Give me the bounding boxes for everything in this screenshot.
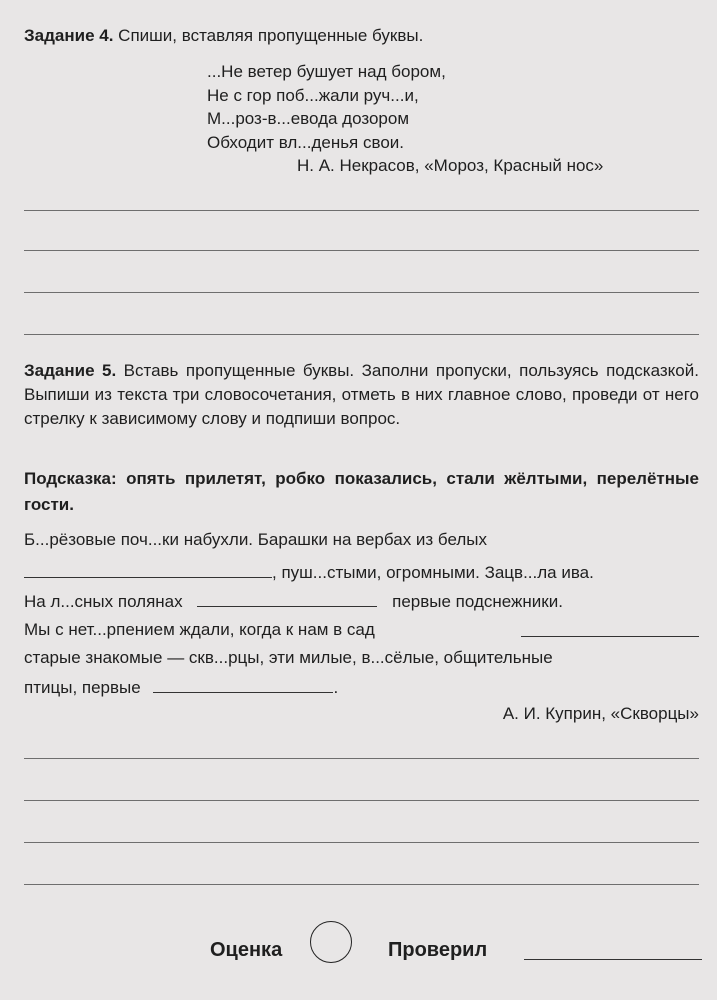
- writing-line[interactable]: [24, 250, 699, 251]
- poem-author: Н. А. Некрасов, «Мороз, Красный нос»: [297, 156, 604, 175]
- task-4-title: Задание 4.: [24, 26, 114, 45]
- writing-line[interactable]: [24, 292, 699, 293]
- text-line-1-content: Б...рёзовые поч...ки набухли. Барашки на вербах из белых: [24, 530, 488, 549]
- task-4-header: [24, 24, 699, 48]
- text-line-4: [24, 618, 699, 642]
- hint-block: [24, 466, 699, 518]
- task-5-title: Задание 5.: [24, 361, 117, 380]
- hint-label: Подсказка:: [24, 469, 117, 488]
- task-5-header: [24, 359, 699, 431]
- grading-footer: [0, 927, 717, 977]
- task-4-instruction: Спиши, вставляя пропущенные буквы.: [118, 26, 424, 45]
- fill-blank[interactable]: [24, 563, 272, 578]
- text-line-6: [24, 676, 699, 700]
- poem-line: Не с гор поб...жали руч...и,: [207, 85, 419, 105]
- text-line-3: [24, 590, 699, 614]
- text-line-5: [24, 646, 699, 670]
- poem-line: М...роз-в...евода дозором: [207, 109, 410, 128]
- text-line-2: [24, 561, 699, 585]
- text-line-5-content: старые знакомые — скв...рцы, эти милые, в...сёлые, общительные: [24, 648, 553, 667]
- text-line-1: [24, 528, 699, 552]
- writing-line[interactable]: [24, 800, 699, 801]
- text-line-2-content: , пуш...стыми, огромными. Зацв...ла ива.: [272, 563, 594, 582]
- writing-line[interactable]: [24, 758, 699, 759]
- text-line-4-content: Мы с нет...рпением ждали, когда к нам в сад: [24, 620, 375, 639]
- text-line-3-after: первые подснежники.: [392, 592, 563, 611]
- hint-text: опять прилетят, робко показались, стали жёлтыми, перелётные гости.: [24, 469, 699, 514]
- task-5-instruction: Вставь пропущенные буквы. Заполни пропуски, пользуясь подсказкой. Выпиши из текста три словосочетания, отметь в них главное слово, проведи от него стрелку к зависимому слову и подпиши вопрос.: [24, 361, 699, 428]
- writing-line[interactable]: [24, 842, 699, 843]
- poem: [207, 60, 687, 178]
- text-line-6-before: птицы, первые: [24, 678, 141, 697]
- writing-line[interactable]: [24, 210, 699, 211]
- fill-blank[interactable]: [521, 622, 699, 637]
- text-line-3-before: На л...сных полянах: [24, 592, 183, 611]
- text-author: [503, 702, 699, 726]
- signature-line[interactable]: [524, 959, 702, 960]
- grade-label: Оценка: [210, 939, 283, 961]
- poem-line: Обходит вл...денья свои.: [207, 132, 405, 152]
- grade-circle[interactable]: [310, 921, 352, 963]
- fill-blank[interactable]: [153, 678, 333, 693]
- writing-line[interactable]: [24, 334, 699, 335]
- poem-line: ...Не ветер бушует над бором,: [207, 62, 446, 81]
- writing-line[interactable]: [24, 884, 699, 885]
- fill-blank[interactable]: [197, 592, 377, 607]
- checked-label: Проверил: [388, 939, 488, 961]
- text-author-content: А. И. Куприн, «Скворцы»: [502, 704, 699, 723]
- text-line-6-after: .: [333, 678, 339, 697]
